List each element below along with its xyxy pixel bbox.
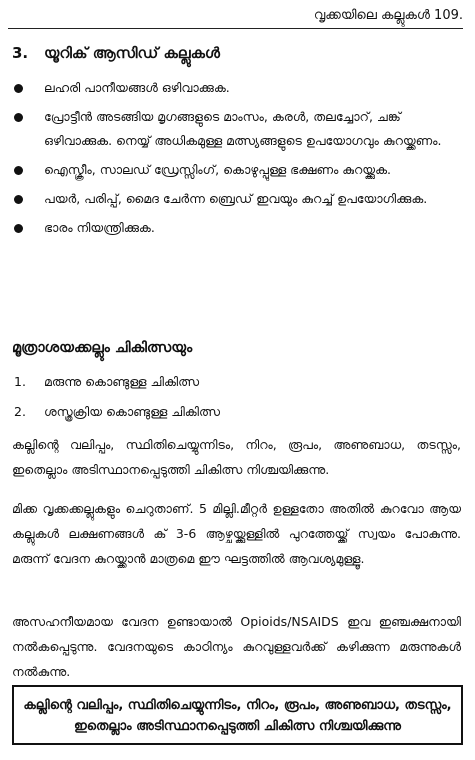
list-item-text: പ്രോട്ടീൻ അടങ്ങിയ മൃഗങ്ങളുടെ മാംസം, കരൾ, തലച്ചോറ്, ചങ്ക് ഒഴിവാക്കുക. നെയ്യ് അധികമുള്ള മത്സ്യങ്ങളുടെ ഉപയോഗവും കുറയ്ക്കണം.	[44, 109, 442, 148]
running-header	[8, 6, 463, 29]
list-item-text: മരുന്നു കൊണ്ടുള്ള ചികിത്സ	[44, 374, 200, 389]
bullet-icon	[14, 224, 23, 233]
item-number: 1.	[14, 374, 26, 389]
paragraph: അസഹനീയമായ വേദന ഉണ്ടായാൽ Opioids/NSAIDS ഇവ ഇഞ്ചക്ഷനായി നൽകപ്പെടുന്നു. വേദനയുടെ കാഠിന്യം കുറവുള്ളവർക്ക് കഴിക്കുന്ന മരുന്നുകൾ നൽകുന്നു.	[12, 614, 461, 679]
list-item	[12, 187, 461, 211]
callout-text: കല്ലിന്റെ വലിപ്പം, സ്ഥിതിചെയ്യുന്നിടം, നിറം, രൂപം, അണുബാധ, തടസ്സം, ഇതെല്ലാം അടിസ്ഥാനപ്പെടുത്തി ചികിത്സ നിശ്ചയിക്കുന്നു	[23, 698, 452, 734]
list-item	[12, 76, 461, 100]
list-item-text: പയർ, പരിപ്പ്, മൈദ ചേർന്ന ബ്രെഡ് ഇവയും കുറച്ച് ഉപയോഗിക്കുക.	[44, 191, 428, 206]
list-item	[12, 105, 461, 153]
callout-box	[12, 685, 463, 745]
list-item	[12, 216, 461, 240]
section-heading	[12, 44, 220, 62]
list-item	[12, 158, 461, 182]
section-number: 3.	[12, 44, 29, 62]
item-number: 2.	[14, 404, 26, 419]
bullet-icon	[14, 195, 23, 204]
paragraph: മിക്ക വൃക്കക്കല്ലുകളും ചെറുതാണ്. 5 മില്ലി.മീറ്റർ ഉള്ളതോ അതിൽ കുറവോ ആയ കല്ലുകൾ ലക്ഷണങ്ങൾ ക് 3-6 ആഴ്ചയ്ക്കുള്ളിൽ പുറത്തേയ്ക്ക് സ്വയം പോകുന്നു. മരുന്ന് വേദന കുറയ്ക്കാൻ മാത്രമെ ഈ ഘട്ടത്തിൽ ആവശ്യമുള്ളൂ.	[12, 501, 461, 566]
list-item	[12, 400, 461, 424]
list-item	[12, 370, 461, 394]
list-item-text: ലഹരി പാനീയങ്ങൾ ഒഴിവാക്കുക.	[44, 80, 230, 95]
advice-list	[12, 76, 461, 245]
bullet-icon	[14, 84, 23, 93]
list-item-text: ഭാരം നിയന്ത്രിക്കുക.	[44, 220, 155, 235]
treatment-list	[12, 370, 461, 430]
list-item-text: ഐസ്ക്രീം, സാലഡ് ഡ്രേസ്സിംഗ്, കൊഴുപ്പുള്ള ഭക്ഷണം കുറയ്ക്കുക.	[44, 162, 391, 177]
list-item-text: ശസ്ത്രക്രിയ കൊണ്ടുള്ള ചികിത്സ	[44, 404, 220, 419]
section-title: യൂറിക് ആസിഡ് കല്ലുകൾ	[44, 44, 220, 62]
running-title: വൃക്കയിലെ കല്ലുകൾ 109.	[313, 8, 463, 23]
paragraph: കല്ലിന്റെ വലിപ്പം, സ്ഥിതിചെയ്യുന്നിടം, നിറം, രൂപം, അണുബാധ, തടസ്സം, ഇതെല്ലാം അടിസ്ഥാനപ്പെടുത്തി ചികിത്സ നിശ്ചയിക്കുന്നു.	[12, 437, 461, 477]
bullet-icon	[14, 166, 23, 175]
subsection-heading: മൂത്രാശയക്കല്ലും ചികിത്സയും	[12, 340, 193, 356]
bullet-icon	[14, 113, 23, 122]
